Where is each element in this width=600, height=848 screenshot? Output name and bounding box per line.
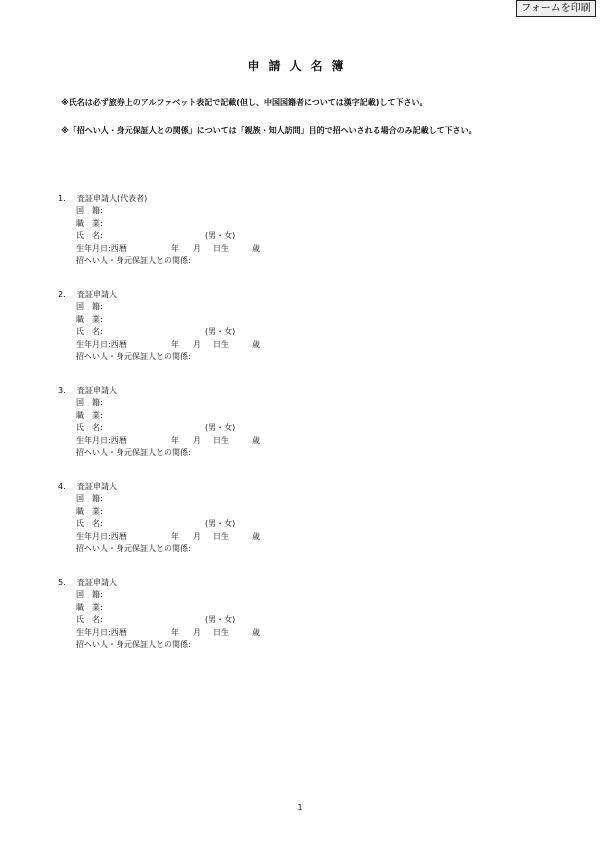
relation-label: 招へい人・身元保証人との関係: [76, 351, 191, 361]
month-label: 月 [193, 339, 201, 349]
applicant-block-4 [58, 481, 358, 555]
applicant-title: 査証申請人 [77, 290, 117, 299]
name-label: 氏 名: [76, 615, 103, 625]
birth-date-field[interactable] [58, 243, 358, 255]
age-label: 歳 [252, 243, 260, 253]
relation-field[interactable] [58, 543, 358, 555]
relation-label: 招へい人・身元保証人との関係: [76, 255, 191, 265]
relation-label: 招へい人・身元保証人との関係: [76, 639, 191, 649]
nationality-label: 国 籍: [76, 302, 103, 312]
applicant-title: 査証申請人 [77, 578, 117, 587]
year-label: 年 [171, 243, 179, 253]
age-label: 歳 [252, 435, 260, 445]
birth-date-label: 生年月日:西暦 [76, 627, 127, 637]
applicant-title: 査証申請人 [77, 386, 117, 395]
year-label: 年 [171, 531, 179, 541]
name-label: 氏 名: [76, 231, 103, 241]
birth-date-label: 生年月日:西暦 [76, 339, 127, 349]
nationality-field[interactable] [58, 493, 358, 505]
day-label: 日生 [213, 435, 229, 445]
birth-date-field[interactable] [58, 339, 358, 351]
name-field[interactable] [58, 518, 358, 530]
nationality-label: 国 籍: [76, 206, 103, 216]
applicant-title: 査証申請人(代表者) [77, 194, 148, 203]
relation-label: 招へい人・身元保証人との関係: [76, 543, 191, 553]
nationality-label: 国 籍: [76, 590, 103, 600]
age-label: 歳 [252, 339, 260, 349]
gender-label: (男・女) [205, 615, 236, 625]
gender-label: (男・女) [205, 231, 236, 241]
relation-field[interactable] [58, 447, 358, 459]
name-field[interactable] [58, 326, 358, 338]
year-label: 年 [171, 339, 179, 349]
birth-date-label: 生年月日:西暦 [76, 243, 127, 253]
applicant-number: 3. [58, 386, 66, 395]
month-label: 月 [193, 243, 201, 253]
occupation-field[interactable] [58, 218, 358, 230]
applicant-block-1 [58, 193, 358, 267]
nationality-field[interactable] [58, 589, 358, 601]
occupation-field[interactable] [58, 410, 358, 422]
applicant-heading [58, 577, 358, 589]
applicant-heading [58, 385, 358, 397]
day-label: 日生 [213, 627, 229, 637]
gender-label: (男・女) [205, 423, 236, 433]
occupation-label: 職 業: [76, 314, 103, 324]
month-label: 月 [193, 531, 201, 541]
birth-date-field[interactable] [58, 627, 358, 639]
applicant-block-2 [58, 289, 358, 363]
month-label: 月 [193, 435, 201, 445]
occupation-field[interactable] [58, 602, 358, 614]
relation-field[interactable] [58, 639, 358, 651]
occupation-label: 職 業: [76, 506, 103, 516]
month-label: 月 [193, 627, 201, 637]
occupation-label: 職 業: [76, 218, 103, 228]
occupation-field[interactable] [58, 314, 358, 326]
applicant-heading [58, 193, 358, 205]
name-field[interactable] [58, 614, 358, 626]
birth-date-label: 生年月日:西暦 [76, 435, 127, 445]
nationality-field[interactable] [58, 301, 358, 313]
day-label: 日生 [213, 339, 229, 349]
year-label: 年 [171, 627, 179, 637]
relation-label: 招へい人・身元保証人との関係: [76, 447, 191, 457]
occupation-label: 職 業: [76, 602, 103, 612]
note-name-notation: ※氏名は必ず旅券上のアルファベット表記で記載(但し、中国国籍者については漢字記載)して下さい。 [61, 98, 428, 107]
name-label: 氏 名: [76, 423, 103, 433]
relation-field[interactable] [58, 255, 358, 267]
gender-label: (男・女) [205, 519, 236, 529]
occupation-label: 職 業: [76, 410, 103, 420]
applicant-number: 5. [58, 578, 66, 587]
applicant-number: 4. [58, 482, 66, 491]
applicant-heading [58, 289, 358, 301]
applicant-block-3 [58, 385, 358, 459]
nationality-label: 国 籍: [76, 494, 103, 504]
age-label: 歳 [252, 627, 260, 637]
relation-field[interactable] [58, 351, 358, 363]
applicant-heading [58, 481, 358, 493]
applicant-number: 1. [58, 194, 66, 203]
day-label: 日生 [213, 531, 229, 541]
day-label: 日生 [213, 243, 229, 253]
age-label: 歳 [252, 531, 260, 541]
name-label: 氏 名: [76, 327, 103, 337]
birth-date-field[interactable] [58, 531, 358, 543]
nationality-field[interactable] [58, 397, 358, 409]
birth-date-label: 生年月日:西暦 [76, 531, 127, 541]
nationality-field[interactable] [58, 205, 358, 217]
name-label: 氏 名: [76, 519, 103, 529]
applicant-block-5 [58, 577, 358, 651]
nationality-label: 国 籍: [76, 398, 103, 408]
page-title: 申請人名簿 [247, 59, 353, 73]
applicant-number: 2. [58, 290, 66, 299]
note-relation: ※「招へい人・身元保証人との関係」については「親族・知人訪問」目的で招へいされる場合のみ記載して下さい。 [61, 126, 477, 135]
page-number: 1 [297, 803, 303, 812]
occupation-field[interactable] [58, 506, 358, 518]
gender-label: (男・女) [205, 327, 236, 337]
name-field[interactable] [58, 422, 358, 434]
birth-date-field[interactable] [58, 435, 358, 447]
year-label: 年 [171, 435, 179, 445]
applicant-title: 査証申請人 [77, 482, 117, 491]
name-field[interactable] [58, 230, 358, 242]
print-form-button[interactable]: フォームを印刷 [516, 0, 596, 17]
